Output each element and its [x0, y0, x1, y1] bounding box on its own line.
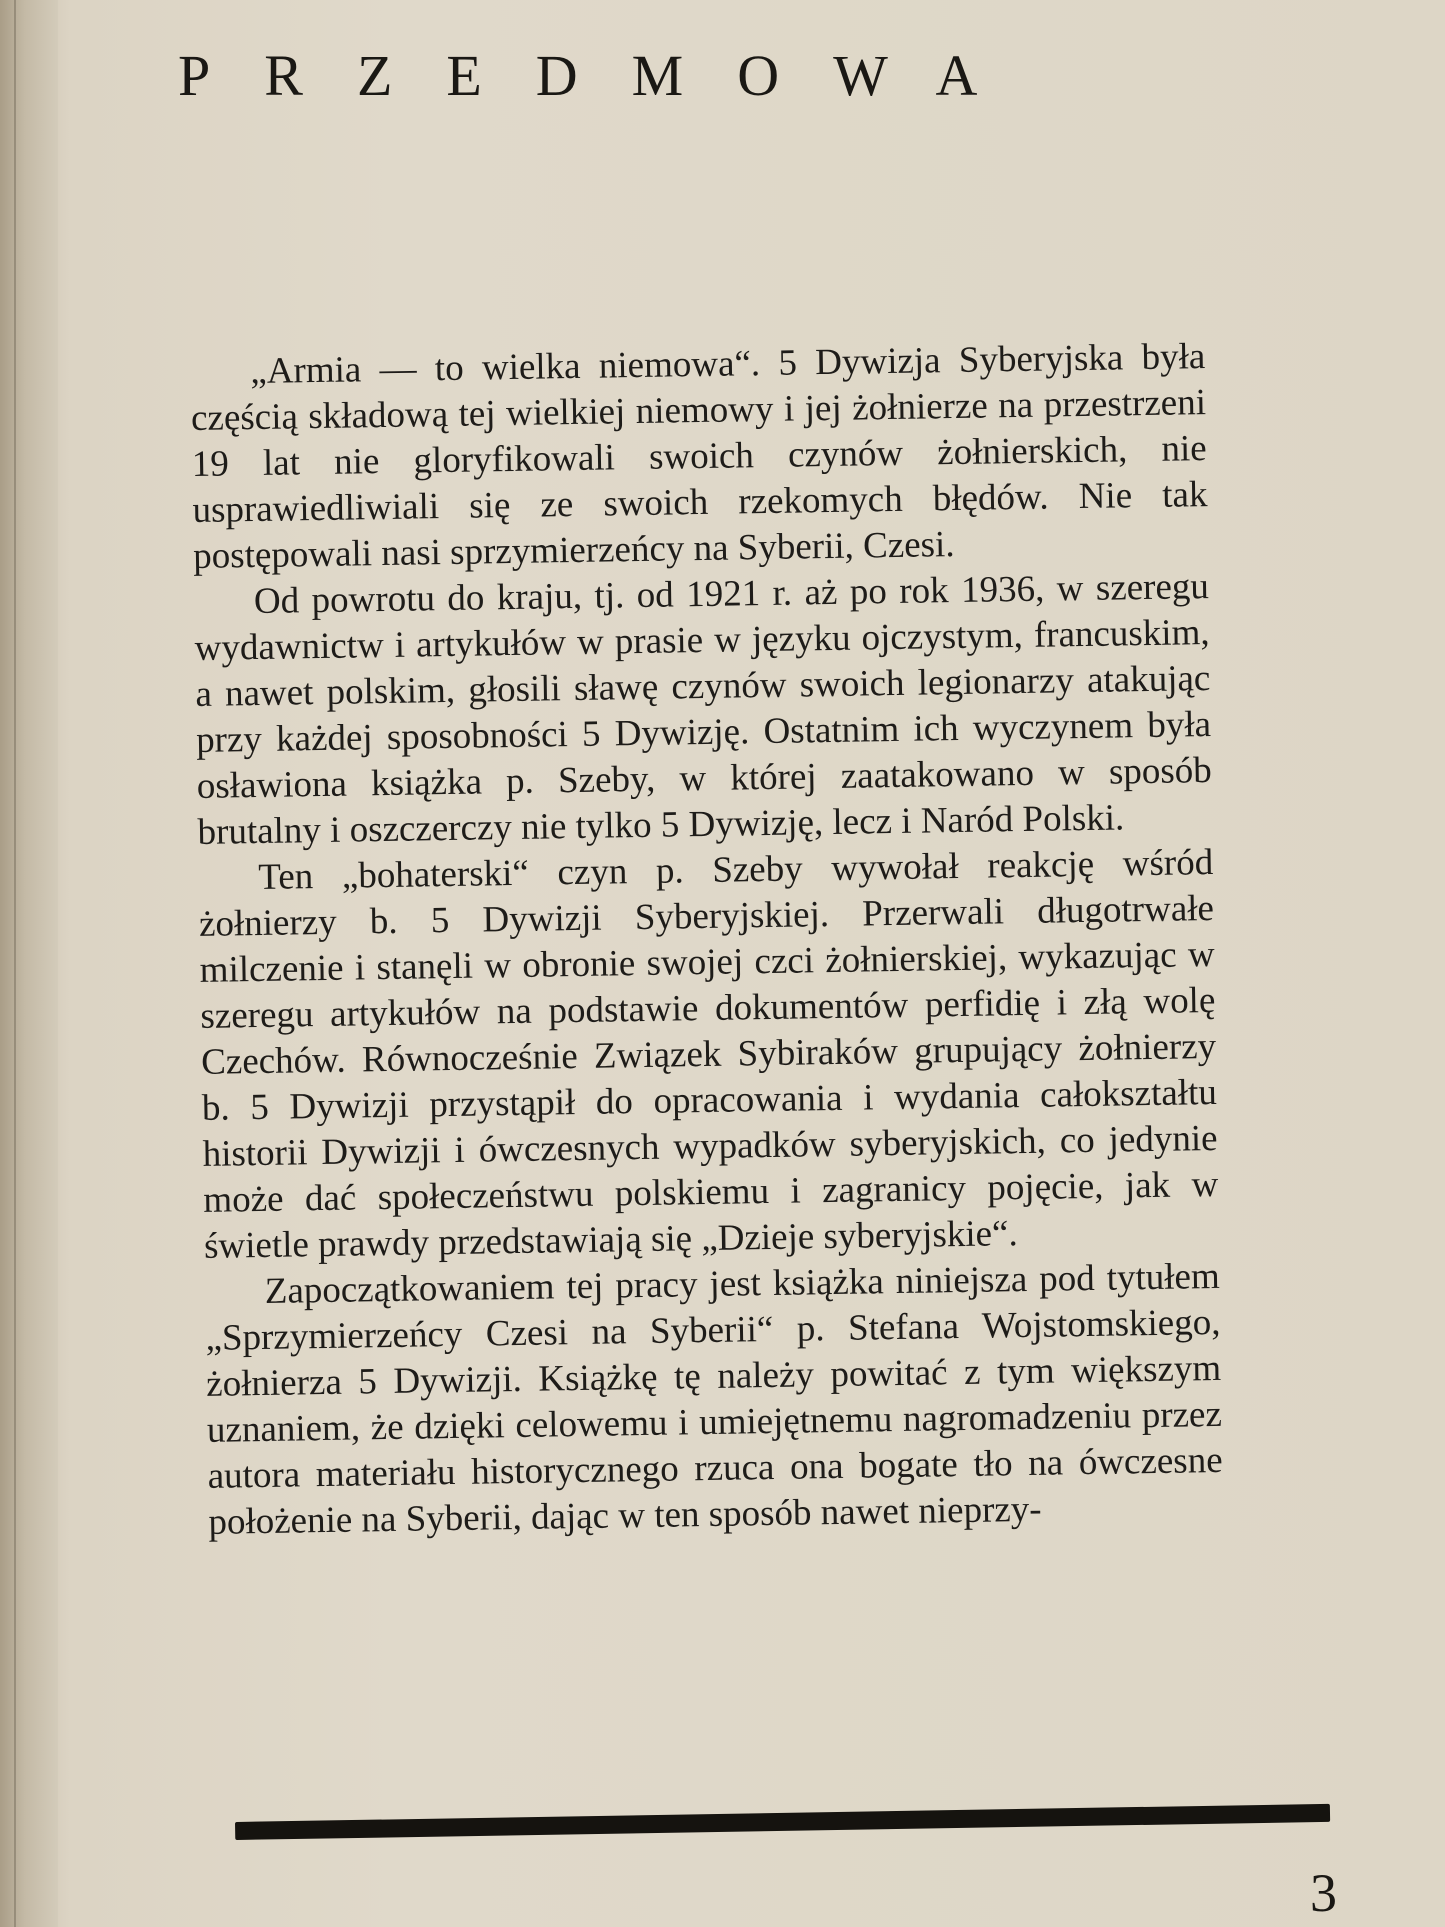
page-number: 3 [1310, 1863, 1337, 1923]
binding-thread [14, 0, 16, 1927]
body-text [190, 334, 1224, 1546]
book-gutter [0, 0, 58, 1927]
paragraph-2: Od powrotu do kraju, tj. od 1921 r. aż po rok 1936, w szeregu wydawnictw i artykułów w prasie w języku ojczystym, francuskim, a nawet polskim, głosili sławę czynów swoich legionarzy atakując przy każdej sposobności 5 Dywizję. Ostatnim ich wyczynem była osławiona książka p. Szeby, w której zaatakowano w sposób brutalny i oszczerczy nie tylko 5 Dywizję, lecz i Naród Polski. [194, 566, 1213, 853]
paragraph-1: „Armia — to wielka niemowa“. 5 Dywizja Syberyjska była częścią składową tej wielkiej niemowy i jej żołnierze na przestrzeni 19 lat nie gloryfikowali swoich czynów żołnierskich, nie usprawiedliwiali się ze swoich rzekomych błędów. Nie tak postępowali nasi sprzymierzeńcy na Syberii, Czesi. [190, 336, 1208, 577]
paragraph-4: Zapoczątkowaniem tej pracy jest książka niniejsza pod tytułem „Sprzymierzeńcy Czesi na Syberii“ p. Stefana Wojstomskiego, żołnierza 5 Dywizji. Książkę tę należy powitać z tym większym uznaniem, że dzięki celowemu i umiejętnemu nagromadzeniu przez autora materiału historycznego rzuca ona bogate tło na ówczesne położenie na Syberii, dając w ten sposób nawet nieprzy- [205, 1255, 1223, 1543]
bottom-rule [235, 1804, 1330, 1840]
page-heading: PRZEDMOWA [178, 43, 1032, 108]
paragraph-3: Ten „bohaterski“ czyn p. Szeby wywołał reakcję wśród żołnierzy b. 5 Dywizji Syberyjskiej. Przerwali długotrwałe milczenie i stanęli w obronie swojej czci żołnierskiej, wykazując w szeregu artykułów na podstawie dokumentów perfidię i złą wolę Czechów. Równocześnie Związek Sybiraków grupujący żołnierzy b. 5 Dywizji przystąpił do opracowania i wydania całokształtu historii Dywizji i ówczesnych wypadków syberyjskich, co jedynie może dać społeczeństwu polskiemu i zagranicy pojęcie, jak w świetle prawdy przedstawiają się „Dzieje syberyjskie“. [198, 841, 1219, 1267]
